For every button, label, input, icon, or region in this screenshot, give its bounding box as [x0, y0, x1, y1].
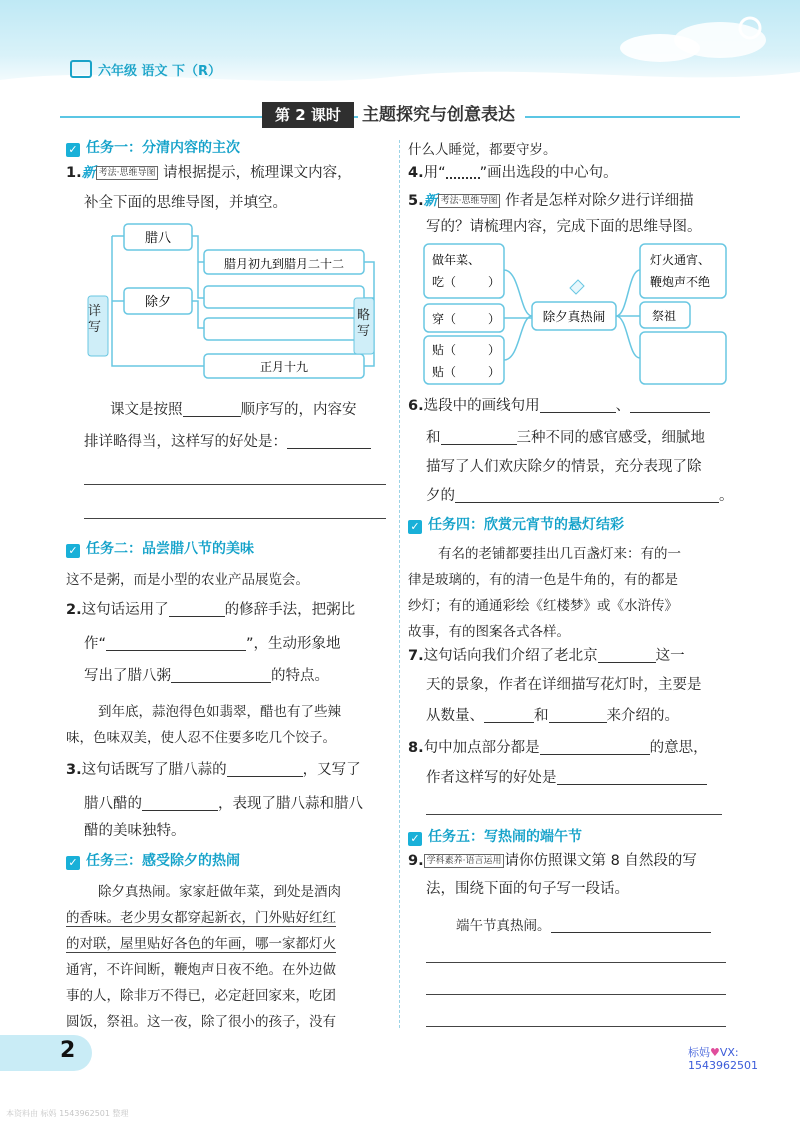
passage-3-line1: 到年底，蒜泡得色如翡翠，醋也有了些辣: [98, 704, 341, 720]
wavy-line-icon: [446, 167, 480, 179]
task-2-heading: ✓ 任务二：品尝腊八节的美味: [66, 538, 254, 558]
task-1-heading: ✓ 任务一：分清内容的主次: [66, 137, 240, 157]
passage-3-line2: 味，色味双美，使人忍不住要多吃几个饺子。: [66, 730, 336, 746]
question-2-line2: 作“ ”，生动形象地: [84, 636, 341, 652]
cloud-icon: [600, 8, 790, 68]
node-chuxi: 除夕: [144, 295, 172, 310]
question-3: 3.这句话既写了腊八蒜的 ，又写了: [66, 762, 361, 778]
answer-line[interactable]: [426, 814, 722, 815]
lesson-title: 主题探究与创意表达: [358, 102, 525, 128]
watermark: 标妈♥VX: 1543962501: [688, 1046, 758, 1072]
question-1-line2: 补全下面的思维导图，并填空。: [84, 195, 287, 211]
answer-line[interactable]: [426, 1026, 726, 1027]
passage-4-line2: 的香味。老少男女都穿起新衣，门外贴好红红: [66, 906, 336, 927]
passage-4-end: 什么人睡觉，都要守岁。: [408, 142, 557, 158]
lesson-number: 第 2 课时: [262, 102, 354, 128]
passage-4-line3: 的对联，屋里贴好各色的年画，哪一家都灯火: [66, 932, 336, 953]
question-1: 1.新 考法·思维导图 请根据提示，梳理课文内容，: [66, 165, 352, 181]
question-4: 4.用“ ”画出选段的中心句。: [408, 165, 618, 181]
passage-4-line6: 圆饭，祭祖。这一夜，除了很小的孩子，没有: [66, 1014, 336, 1030]
side-label-left: 详写: [88, 304, 102, 335]
task-3-heading: ✓ 任务三：感受除夕的热闹: [66, 850, 240, 870]
question-3-line2: 腊八醋的 ，表现了腊八蒜和腊八: [84, 796, 363, 812]
passage-5-line4: 故事，有的图案各式各样。: [408, 624, 570, 640]
question-6-line3: 描写了人们欢庆除夕的情景，充分表现了除: [426, 459, 702, 475]
page-number-tab: [0, 1035, 92, 1071]
box2-text: 穿（: [432, 312, 457, 326]
passage-4-line4: 通宵，不许间断，鞭炮声日夜不绝。在外边做: [66, 962, 336, 978]
answer-line[interactable]: [426, 962, 726, 963]
question-8: 8.句中加点部分都是 的意思，: [408, 740, 708, 756]
passage-4-line1: 除夕真热闹。家家赶做年菜，到处是酒肉: [98, 884, 341, 900]
box3-text: ）: [488, 365, 501, 379]
box2-text: ）: [488, 312, 501, 326]
node-labayue: 腊八: [144, 231, 172, 246]
passage-2: 这不是粥，而是小型的农业产品展览会。: [66, 572, 309, 588]
question-3-line3: 醋的美味独特。: [84, 823, 186, 839]
question-6-line4: 夕的 。: [426, 488, 734, 504]
node-zhengyue: 正月十九: [259, 360, 309, 374]
box3-text: 贴（: [432, 365, 457, 379]
question-7-line2: 天的景象，作者在详细描写花灯时，主要是: [426, 677, 702, 693]
box1-text: 吃（: [432, 275, 457, 289]
box3-text: ）: [488, 343, 501, 357]
box4-text: 鞭炮声不绝: [650, 275, 711, 289]
passage-5-line3: 纱灯；有的通通彩绘《红楼梦》或《水浒传》: [408, 598, 678, 614]
check-icon: ✓: [66, 143, 80, 157]
question-6-line2: 和 三种不同的感官感受，细腻地: [426, 430, 705, 446]
passage-5-line2: 律是玻璃的，有的清一色是牛角的，有的都是: [408, 572, 678, 588]
question-5-line2: 写的？请梳理内容，完成下面的思维导图。: [426, 219, 702, 235]
box4-text: 灯火通宵、: [650, 253, 711, 267]
question-7: 7.这句话向我们介绍了老北京 这一: [408, 648, 685, 664]
box5-text: 祭祖: [652, 309, 677, 323]
book-logo-icon: [70, 60, 92, 78]
check-icon: ✓: [408, 520, 422, 534]
q1-fill-line1: 课文是按照 顺序写的，内容安: [110, 402, 357, 418]
box3-text: 贴（: [432, 343, 457, 357]
question-5: 5.新 考法·思维导图 作者是怎样对除夕进行详细描: [408, 193, 694, 209]
passage-5-line1: 有名的老铺都要挂出几百盏灯来：有的一: [438, 546, 681, 562]
q1-fill-line2: 排详略得当，这样写的好处是：: [84, 434, 371, 450]
mindmap-2: [420, 240, 730, 388]
box1-text: 做年菜、: [432, 253, 481, 267]
mindmap-1: [82, 216, 392, 388]
question-9-line2: 法，围绕下面的句子写一段话。: [426, 881, 629, 897]
page-number: 2: [60, 1038, 76, 1063]
box1-text: ）: [488, 275, 501, 289]
answer-line[interactable]: [84, 484, 386, 485]
task-4-heading: ✓ 任务四：欣赏元宵节的悬灯结彩: [408, 514, 624, 534]
question-6: 6.选段中的画线句用 、: [408, 398, 710, 414]
answer-line[interactable]: [84, 518, 386, 519]
question-9-prompt: 端午节真热闹。: [456, 914, 711, 934]
question-2: 2.这句话运用了 的修辞手法，把粥比: [66, 602, 356, 618]
question-7-line3: 从数量、 和 来介绍的。: [426, 708, 679, 724]
footer-note: 本资料由 标妈 1543962501 整理: [6, 1109, 129, 1118]
series-label: 六年级 语文 下（R）: [70, 60, 221, 79]
center-node: 除夕真热闹: [542, 309, 606, 324]
side-label-right: 略写: [357, 308, 371, 339]
node-range: 腊月初九到腊月二十二: [223, 257, 345, 271]
column-divider: [399, 140, 400, 1028]
check-icon: ✓: [66, 856, 80, 870]
check-icon: ✓: [408, 832, 422, 846]
passage-4-line5: 事的人，除非万不得已，必定赶回家来，吃团: [66, 988, 336, 1004]
task-5-heading: ✓ 任务五：写热闹的端午节: [408, 826, 582, 846]
answer-line[interactable]: [426, 994, 726, 995]
question-2-line3: 写出了腊八粥 的特点。: [84, 668, 329, 684]
question-9: 9. 学科素养·语言运用 请你仿照课文第 8 自然段的写: [408, 853, 697, 869]
check-icon: ✓: [66, 544, 80, 558]
question-8-line2: 作者这样写的好处是: [426, 770, 707, 786]
